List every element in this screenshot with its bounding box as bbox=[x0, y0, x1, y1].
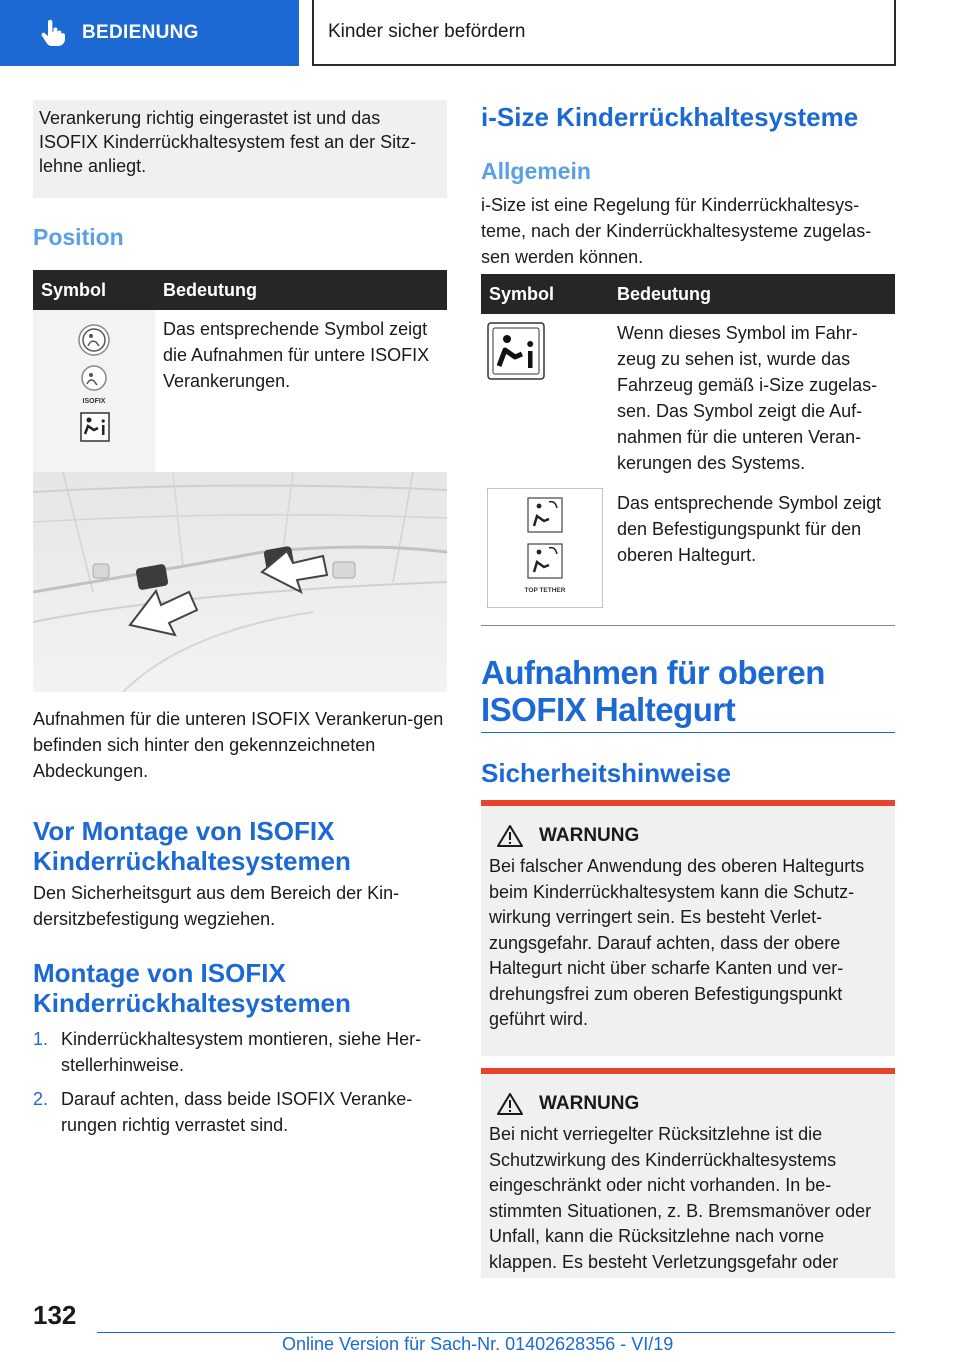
step-text: Kinderrückhaltesystem montieren, siehe Her-stellerhinweise. bbox=[61, 1029, 422, 1075]
warning-box bbox=[481, 1068, 895, 1278]
before-mounting-heading: Vor Montage von ISOFIX Kinderrückhaltesystemen bbox=[33, 816, 351, 876]
table-header-meaning: Bedeutung bbox=[155, 270, 447, 310]
top-tether-icon bbox=[487, 488, 603, 608]
mounting-heading: Montage von ISOFIX Kinderrückhaltesystemen bbox=[33, 958, 351, 1018]
section-title: Kinder sicher befördern bbox=[312, 0, 896, 66]
warning-text: Bei falscher Anwendung des oberen Haltegurts beim Kinderrückhaltesystem kann die Schutz-wirkung verringert sein. Es besteht Verlet-zungsgefahr. Darauf achten, dass der obere Haltegurt nicht über scharfe Kanten und ver-drehungsfrei zum oberen Befestigungspunkt geführt wird. bbox=[489, 856, 865, 1029]
top-tether-heading bbox=[481, 654, 895, 728]
top-tether-description: Das entsprechende Symbol zeigt den Befestigungspunkt für den oberen Haltegurt. bbox=[609, 484, 895, 626]
position-heading: Position bbox=[33, 224, 124, 250]
heading-underline bbox=[481, 732, 895, 733]
general-heading: Allgemein bbox=[481, 158, 591, 184]
isofix-symbols-cell bbox=[33, 310, 155, 488]
isofix-symbol-table bbox=[33, 270, 447, 488]
warning-title: WARNUNG bbox=[539, 1093, 640, 1114]
isize-seat-icon bbox=[487, 322, 545, 380]
isize-symbol-description: Wenn dieses Symbol im Fahr-zeug zu sehen ist, wurde das Fahrzeug gemäß i-Size zugelas-sen. Das Symbol zeigt die Auf-nahmen für die unteren Veran-kerungen des Systems. bbox=[617, 323, 878, 473]
step-number: 1. bbox=[33, 1029, 49, 1049]
image-caption: Aufnahmen für die unteren ISOFIX Verankerun-gen befinden sich hinter den gekennzeichneten Abdeckungen. bbox=[33, 709, 444, 781]
table-header-symbol: Symbol bbox=[33, 270, 155, 310]
safety-heading: Sicherheitshinweise bbox=[481, 758, 731, 788]
step-text: Darauf achten, dass beide ISOFIX Veranke-rungen richtig verrastet sind. bbox=[61, 1089, 413, 1135]
rear-seat-image bbox=[33, 472, 447, 692]
table-header-meaning: Bedeutung bbox=[609, 274, 895, 314]
step-number: 2. bbox=[33, 1089, 49, 1109]
page-number: 132 bbox=[33, 1300, 77, 1330]
general-text: i-Size ist eine Regelung für Kinderrückhaltesys-teme, nach der Kinderrückhaltesysteme zugelas-sen werden können. bbox=[481, 195, 872, 267]
list-item bbox=[33, 1026, 447, 1078]
top-tether-symbol-cell bbox=[481, 484, 609, 626]
chapter-tab-label: BEDIENUNG bbox=[82, 22, 199, 43]
isize-heading: i-Size Kinderrückhaltesysteme bbox=[481, 102, 859, 132]
warning-triangle-icon bbox=[497, 824, 523, 848]
hand-pointer-icon bbox=[38, 18, 68, 48]
isize-symbol-table bbox=[481, 274, 895, 626]
warning-triangle-icon bbox=[497, 1092, 523, 1116]
warning-title: WARNUNG bbox=[539, 825, 640, 846]
top-tether-label: TOP TETHER bbox=[524, 587, 566, 594]
warning-text: Bei nicht verriegelter Rücksitzlehne ist die Schutzwirkung des Kinderrückhaltesystems eingeschränkt oder nicht vorhanden. In be-stimmten Situationen, z. B. Bremsmanöver oder Unfall, kann die Rücksitzlehne nach vorne klappen. Es besteht Verletzungsgefahr oder bbox=[489, 1124, 872, 1272]
top-tether-heading-line2: ISOFIX Haltegurt bbox=[481, 691, 736, 728]
list-item bbox=[33, 1086, 447, 1138]
before-mounting-text: Den Sicherheitsgurt aus dem Bereich der Kin-dersitzbefestigung wegziehen. bbox=[33, 883, 400, 929]
footer-online-version: Online Version für Sach-Nr. 01402628356 - VI/19 bbox=[282, 1334, 674, 1354]
top-tether-heading-line1: Aufnahmen für oberen bbox=[481, 654, 825, 691]
mounting-steps-list bbox=[33, 1026, 447, 1146]
chapter-tab[interactable] bbox=[0, 0, 299, 66]
isofix-symbols-description: Das entsprechende Symbol zeigt die Aufnahmen für untere ISOFIX Verankerungen. bbox=[155, 310, 447, 488]
footer-divider bbox=[97, 1332, 895, 1333]
isofix-label: ISOFIX bbox=[82, 398, 106, 405]
warning-box bbox=[481, 800, 895, 1056]
isize-symbol-cell bbox=[481, 314, 609, 484]
table-header-symbol: Symbol bbox=[481, 274, 609, 314]
continued-note: Verankerung richtig eingerastet ist und das ISOFIX Kinderrückhaltesystem fest an der Sitz-lehne anliegt. bbox=[33, 100, 447, 198]
isofix-symbols-icon bbox=[33, 310, 155, 480]
